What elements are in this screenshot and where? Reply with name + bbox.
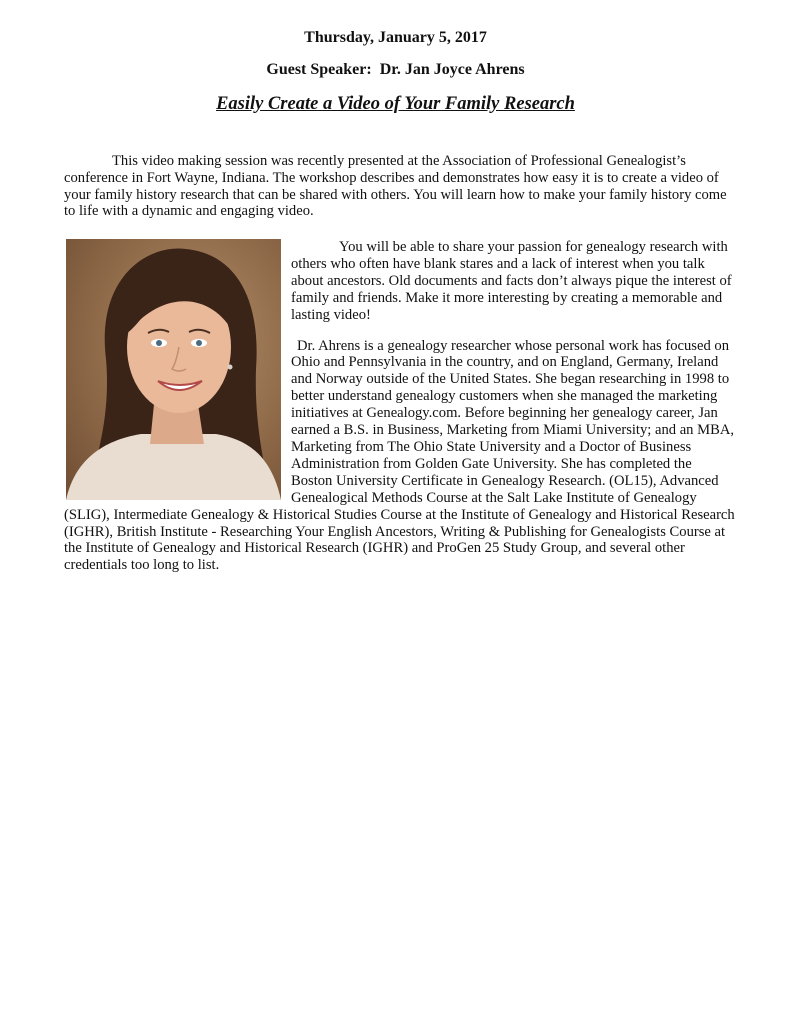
event-date: Thursday, January 5, 2017 — [304, 29, 487, 46]
session-title: Easily Create a Video of Your Family Research — [216, 94, 575, 114]
speaker-bio-paragraph: Dr. Ahrens is a genealogy researcher whose personal work has focused on Ohio and Pennsylvania in the country, and on England, Germany, Ireland and Norway outside of the United States. She began researching in 1998 to better understand genealogy customers when she managed the marketing initiatives at Genealogy.com. Before beginning her genealogy career, Jan earned a B.S. in Business, Marketing from Miami University; and an MBA, Marketing from The Ohio State University and a Doctor of Business Administration from Golden Gate University. She has completed the Boston University Certificate in Genealogy Research. (OL15), Advanced Genealogical Methods Course at the Salt Lake Institute of Genealogy (SLIG), Intermediate Genealogy & Historical Studies Course at the Institute of Genealogy and Historical Research (IGHR), British Institute - Researching Your English Ancestors, Writing & Publishing for Genealogists Course at the Institute of Genealogy and Historical Research (IGHR) and ProGen 25 Study Group, and several other credentials too long to list. — [64, 337, 735, 574]
intro-paragraph: This video making session was recently presented at the Association of Professional Genealogist’s conference in Fort Wayne, Indiana. The workshop describes and demonstrates how easy it is to create a video of your family history research that can be shared with others. You will learn how to make your family history come to life with a dynamic and engaging video. — [64, 153, 727, 220]
passion-paragraph: You will be able to share your passion for genealogy research with others who often have blank stares and a lack of interest when you talk about ancestors. Old documents and facts don’t always pique the interest of family and friends. Make it more interesting by creating a memorable and lasting video! — [291, 239, 732, 323]
speaker-portrait-graphic — [66, 239, 281, 500]
speaker-photo — [66, 239, 281, 500]
speaker-section — [64, 239, 736, 574]
guest-speaker-line: Guest Speaker: Dr. Jan Joyce Ahrens — [266, 61, 525, 78]
